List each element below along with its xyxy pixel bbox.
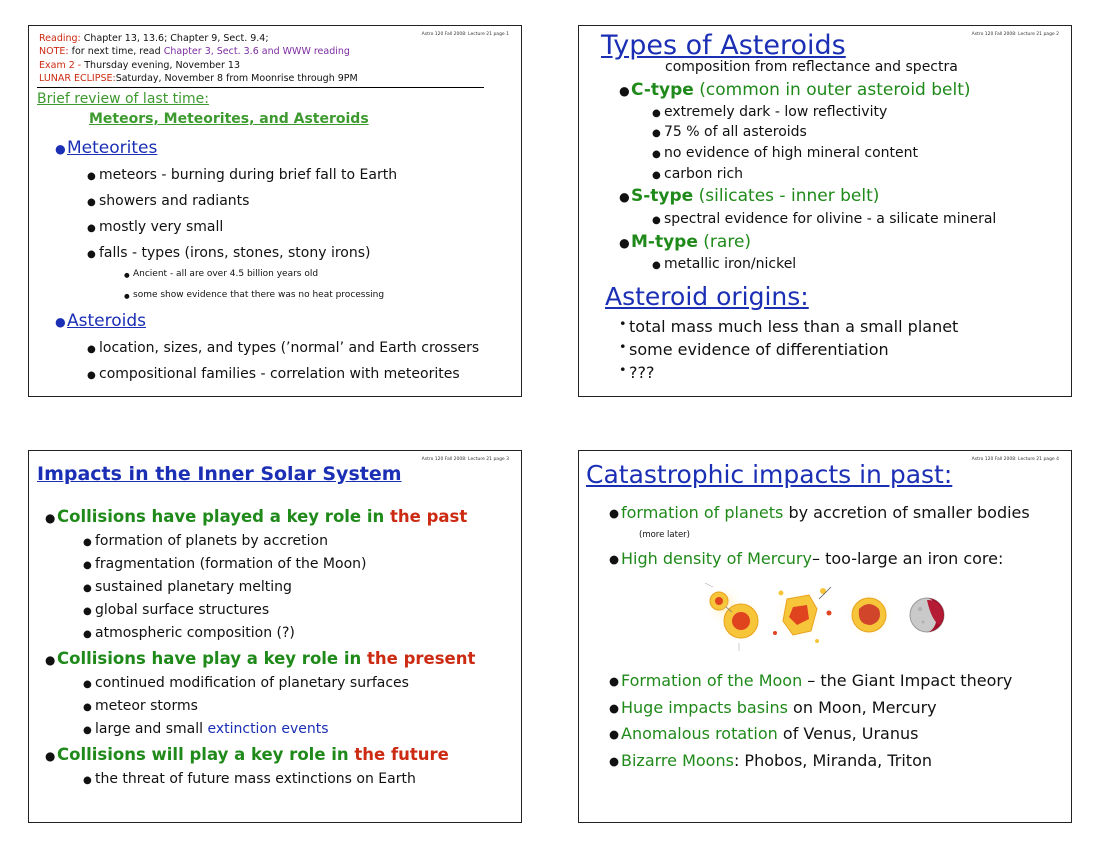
future-heading: ● Collisions will play a key role in the future <box>57 745 449 764</box>
reading-line: Reading: Chapter 13, 13.6; Chapter 9, Sect. 9.4; <box>39 33 269 44</box>
list-item: ● Formation of the Moon – the Giant Impact theory <box>621 671 1012 690</box>
page-label: Astro 120 Fall 2008: Lecture 21 page 3 <box>421 457 509 462</box>
c-type-heading: ● C-type (common in outer asteroid belt) <box>631 80 971 100</box>
list-item: ● formation of planets by accretion of smaller bodies <box>621 503 1030 522</box>
page-label: Astro 120 Fall 2008: Lecture 21 page 4 <box>971 457 1059 462</box>
more-later-note: (more later) <box>639 530 690 540</box>
list-item: ● Anomalous rotation of Venus, Uranus <box>621 724 918 743</box>
list-item: ● showers and radiants <box>99 193 249 209</box>
present-heading: ● Collisions have play a key role in the present <box>57 649 475 668</box>
page-label: Astro 120 Fall 2008: Lecture 21 page 2 <box>971 32 1059 37</box>
eclipse-line: LUNAR ECLIPSE:Saturday, November 8 from Moonrise through 9PM <box>39 73 358 84</box>
header-divider <box>37 87 484 88</box>
extinction-events-link[interactable]: extinction events <box>207 721 329 737</box>
stage-3-reforming <box>843 589 895 641</box>
list-item: ● compositional families - correlation with meteorites <box>99 366 460 382</box>
slide-1 <box>28 25 522 397</box>
list-item: ● no evidence of high mineral content <box>664 145 918 161</box>
list-item: ● the threat of future mass extinctions on Earth <box>95 771 416 787</box>
types-of-asteroids-title: Types of Asteroids <box>601 30 846 61</box>
slide-3 <box>28 450 522 823</box>
list-item: • total mass much less than a small planet <box>629 317 958 336</box>
slide-2 <box>578 25 1072 397</box>
subtitle: composition from reflectance and spectra <box>665 59 958 75</box>
list-subitem: ● Ancient - all are over 4.5 billion years old <box>133 269 318 279</box>
list-item: ● High density of Mercury– too-large an iron core: <box>621 549 1003 568</box>
exam-line: Exam 2 - Thursday evening, November 13 <box>39 60 241 71</box>
meteorites-heading[interactable]: ● Meteorites <box>67 138 157 158</box>
list-item: ● Bizarre Moons: Phobos, Miranda, Triton <box>621 751 932 770</box>
list-item: ● metallic iron/nickel <box>664 256 796 272</box>
list-item: ● meteors - burning during brief fall to Earth <box>99 167 397 183</box>
list-item: ● global surface structures <box>95 602 269 618</box>
note-reading-link[interactable]: Chapter 3, Sect. 3.6 and WWW reading <box>163 46 350 57</box>
stage-4-mercury <box>910 598 944 632</box>
slide-4 <box>578 450 1072 823</box>
s-type-heading: ● S-type (silicates - inner belt) <box>631 186 879 206</box>
list-item: ● meteor storms <box>95 698 198 714</box>
asteroid-origins-title: Asteroid origins: <box>605 282 809 311</box>
list-item: ● formation of planets by accretion <box>95 533 328 549</box>
list-item: ● large and small extinction events <box>95 721 329 737</box>
note-line: NOTE: for next time, read Chapter 3, Sect. 3.6 and WWW reading <box>39 46 350 57</box>
list-item: ● atmospheric composition (?) <box>95 625 295 641</box>
stage-1-impactor <box>704 583 765 651</box>
stage-2-collision <box>771 587 832 643</box>
page-label: Astro 120 Fall 2008: Lecture 21 page 1 <box>421 32 509 37</box>
m-type-heading: ● M-type (rare) <box>631 232 751 252</box>
list-item: ● spectral evidence for olivine - a silicate mineral <box>664 211 996 227</box>
list-item: ● extremely dark - low reflectivity <box>664 104 887 120</box>
asteroids-heading[interactable]: ● Asteroids <box>67 311 146 331</box>
list-item: ● 75 % of all asteroids <box>664 124 807 140</box>
list-subitem: ● some show evidence that there was no heat processing <box>133 290 384 300</box>
list-item: ● falls - types (irons, stones, stony irons) <box>99 245 371 261</box>
list-item: • some evidence of differentiation <box>629 340 889 359</box>
list-item: ● location, sizes, and types (’normal’ and Earth crossers <box>99 340 479 356</box>
list-item: ● continued modification of planetary surfaces <box>95 675 409 691</box>
list-item: ● sustained planetary melting <box>95 579 292 595</box>
review-heading: Brief review of last time: <box>37 91 209 107</box>
list-item: ● Huge impacts basins on Moon, Mercury <box>621 698 937 717</box>
mercury-impact-diagram <box>699 569 959 659</box>
past-heading: ● Collisions have played a key role in the past <box>57 507 467 526</box>
list-item: ● carbon rich <box>664 166 743 182</box>
catastrophic-impacts-title: Catastrophic impacts in past: <box>586 460 953 489</box>
impacts-title: Impacts in the Inner Solar System <box>37 463 402 485</box>
list-item: ● mostly very small <box>99 219 223 235</box>
list-item: • ??? <box>629 363 654 382</box>
review-subheading: Meteors, Meteorites, and Asteroids <box>89 111 369 127</box>
list-item: ● fragmentation (formation of the Moon) <box>95 556 366 572</box>
